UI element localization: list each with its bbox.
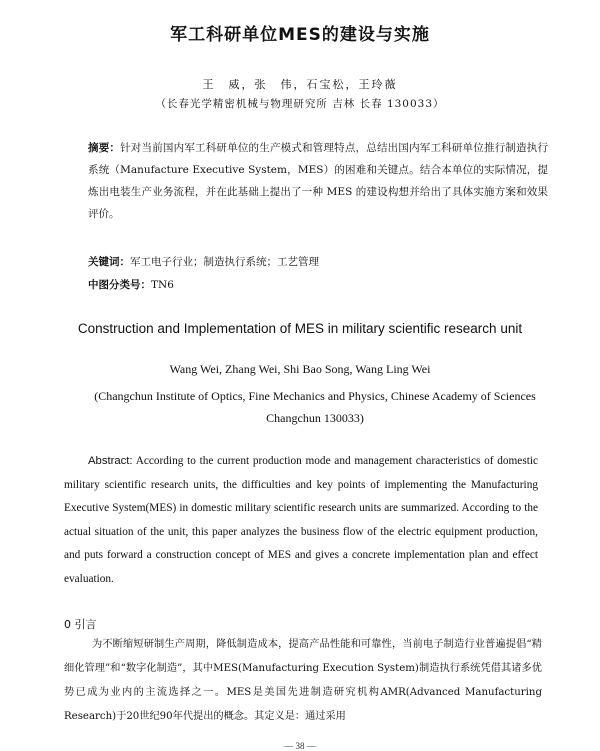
affiliation-cn: （长春光学精密机械与物理研究所 吉林 长春 130033） bbox=[155, 98, 445, 110]
intro-paragraph: 为不断缩短研制生产周期，降低制造成本，提高产品性能和可靠性，当前电子制造行业普遍提倡“精细化管理”和“数字化制造”，其中MES(Manufacturing Execution System)制造执行系统凭借其诸多优势已成为业内的主流选择之一。MES是美国先进制造研究机构AMR(Advanced Manufacturing Research)于20世纪90年代提出的概念。其定义是：通过采用 bbox=[64, 639, 542, 722]
abstract-cn bbox=[88, 137, 548, 225]
page-number: — 38 — bbox=[284, 741, 316, 751]
keywords bbox=[88, 251, 548, 273]
paper-title-en: Construction and Implementation of MES in military scientific research unit bbox=[77, 321, 523, 336]
keywords-label: 关键词： bbox=[88, 256, 130, 268]
authors-en: Wang Wei, Zhang Wei, Shi Bao Song, Wang Ling Wei bbox=[169, 362, 431, 376]
abstract-cn-text: 针对当前国内军工科研单位的生产模式和管理特点，总结出国内军工科研单位推行制造执行系统（Manufacture Executive System，MES）的困难和关键点。结合本单位的实际情况，提炼出电装生产业务流程，并在此基础上提出了一种 MES 的建设构想并给出了具体实施方案和效果评价。 bbox=[88, 142, 549, 220]
clc-label: 中图分类号： bbox=[88, 279, 151, 291]
keywords-text: 军工电子行业；制造执行系统；工艺管理 bbox=[130, 256, 319, 268]
paper-title-cn: 军工科研单位MES的建设与实施 bbox=[170, 25, 430, 45]
section-heading: 0 引言 bbox=[64, 618, 97, 631]
affiliation-en: (Changchun Institute of Optics, Fine Mechanics and Physics, Chinese Academy of Sciences Changchun 130033) bbox=[94, 389, 536, 425]
abstract-en-text: According to the current production mode and management characteristics of domestic military scientific research units, the difficulties and key points of implementing the Manufacturing Executive System(MES) in domestic military scientific research units are summarized. According to the actual situation of the unit, this paper analyzes the business flow of the electric equipment production, and puts forward a construction concept of MES and gives a concrete implementation plan and effect evaluation. bbox=[64, 455, 539, 585]
clc-number bbox=[88, 274, 548, 296]
abstract-en bbox=[64, 450, 538, 591]
authors-cn: 王 威，张 伟，石宝松，王玲薇 bbox=[202, 78, 398, 91]
abstract-cn-label: 摘要： bbox=[88, 142, 121, 154]
clc-text: TN6 bbox=[151, 279, 174, 291]
abstract-en-label: Abstract: bbox=[88, 455, 133, 467]
